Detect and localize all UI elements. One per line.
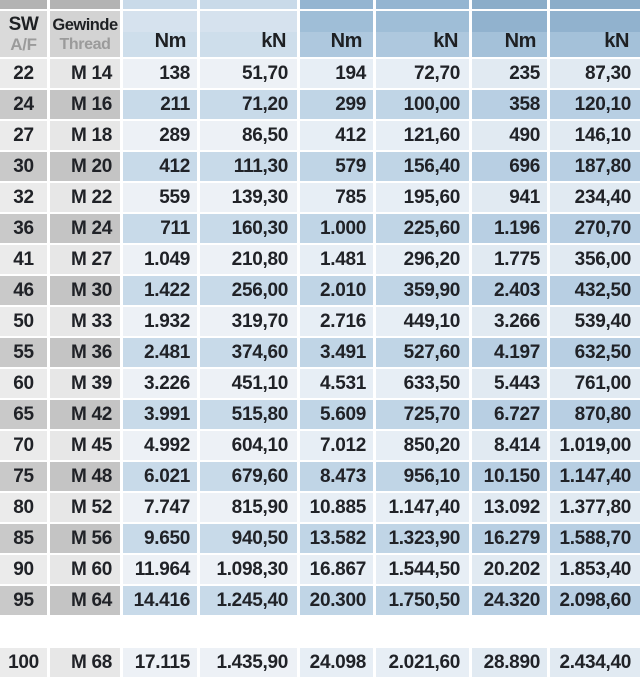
cell-kn-2: 1.323,90 (376, 524, 469, 553)
cell-nm-1: 7.747 (123, 493, 197, 522)
cell-kn-1: 1.098,30 (200, 555, 297, 584)
cell-kn-3: 632,50 (550, 338, 640, 367)
cell-kn-1: 86,50 (200, 121, 297, 150)
cell-kn-2: 225,60 (376, 214, 469, 243)
cell-nm-3: 20.202 (472, 555, 547, 584)
cell-thread: M 22 (50, 183, 120, 212)
cell-kn-1: 1.245,40 (200, 586, 297, 615)
cell-kn-3: 870,80 (550, 400, 640, 429)
cell-nm-2: 13.582 (300, 524, 373, 553)
cell-nm-1: 711 (123, 214, 197, 243)
cell-kn-3: 1.588,70 (550, 524, 640, 553)
cell-nm-2: 3.491 (300, 338, 373, 367)
cell-sw: 41 (0, 245, 47, 274)
cell-nm-2: 10.885 (300, 493, 373, 522)
cell-nm-3: 941 (472, 183, 547, 212)
cell-nm-1: 3.991 (123, 400, 197, 429)
cell-sw: 55 (0, 338, 47, 367)
cell-kn-2: 1.750,50 (376, 586, 469, 615)
cell-nm-3: 8.414 (472, 431, 547, 460)
cell-kn-3: 1.147,40 (550, 462, 640, 491)
cell-nm-2: 16.867 (300, 555, 373, 584)
af-label: A/F (10, 34, 37, 54)
cell-nm-3: 235 (472, 59, 547, 88)
cell-sw: 22 (0, 59, 47, 88)
cell-thread: M 36 (50, 338, 120, 367)
cell-thread: M 18 (50, 121, 120, 150)
column-strip-nm-1 (123, 0, 197, 9)
cell-kn-3: 1.853,40 (550, 555, 640, 584)
cell-nm-2: 1.000 (300, 214, 373, 243)
cell-nm-1: 1.049 (123, 245, 197, 274)
cell-sw: 100 (0, 648, 47, 677)
cell-thread: M 68 (50, 648, 120, 677)
cell-sw: 80 (0, 493, 47, 522)
cell-thread: M 48 (50, 462, 120, 491)
cell-nm-3: 5.443 (472, 369, 547, 398)
cell-kn-1: 160,30 (200, 214, 297, 243)
cell-nm-2: 8.473 (300, 462, 373, 491)
column-strip-thread (50, 0, 120, 9)
unit-header-nm-3: Nm (472, 11, 547, 57)
cell-kn-3: 1.377,80 (550, 493, 640, 522)
cell-kn-3: 356,00 (550, 245, 640, 274)
cell-sw: 30 (0, 152, 47, 181)
column-strip-sw (0, 0, 47, 9)
row-gap (300, 617, 373, 621)
cell-kn-3: 146,10 (550, 121, 640, 150)
cell-kn-2: 449,10 (376, 307, 469, 336)
cell-thread: M 64 (50, 586, 120, 615)
cell-nm-2: 579 (300, 152, 373, 181)
cell-nm-3: 1.196 (472, 214, 547, 243)
cell-kn-1: 604,10 (200, 431, 297, 460)
cell-sw: 90 (0, 555, 47, 584)
cell-kn-1: 71,20 (200, 90, 297, 119)
cell-kn-2: 1.544,50 (376, 555, 469, 584)
cell-thread: M 60 (50, 555, 120, 584)
cell-nm-3: 358 (472, 90, 547, 119)
cell-nm-1: 1.932 (123, 307, 197, 336)
unit-header-kn-2: kN (376, 11, 469, 57)
cell-nm-3: 4.197 (472, 338, 547, 367)
cell-thread: M 14 (50, 59, 120, 88)
cell-kn-1: 1.435,90 (200, 648, 297, 677)
cell-sw: 95 (0, 586, 47, 615)
unit-header-nm-1: Nm (123, 11, 197, 57)
unit-header-kn-1: kN (200, 11, 297, 57)
cell-sw: 60 (0, 369, 47, 398)
gewinde-label: Gewinde (52, 15, 118, 34)
cell-nm-2: 7.012 (300, 431, 373, 460)
cell-nm-1: 3.226 (123, 369, 197, 398)
cell-sw: 24 (0, 90, 47, 119)
cell-nm-1: 11.964 (123, 555, 197, 584)
cell-nm-3: 6.727 (472, 400, 547, 429)
row-gap (200, 617, 297, 621)
cell-kn-1: 111,30 (200, 152, 297, 181)
cell-nm-1: 2.481 (123, 338, 197, 367)
cell-sw: 85 (0, 524, 47, 553)
cell-kn-2: 2.021,60 (376, 648, 469, 677)
cell-kn-2: 725,70 (376, 400, 469, 429)
sw-af-header (0, 11, 47, 57)
cell-nm-3: 13.092 (472, 493, 547, 522)
cell-kn-3: 2.434,40 (550, 648, 640, 677)
cell-kn-1: 139,30 (200, 183, 297, 212)
cell-kn-2: 1.147,40 (376, 493, 469, 522)
cell-nm-3: 10.150 (472, 462, 547, 491)
cell-nm-2: 4.531 (300, 369, 373, 398)
cell-nm-2: 1.481 (300, 245, 373, 274)
cell-nm-3: 3.266 (472, 307, 547, 336)
cell-kn-2: 156,40 (376, 152, 469, 181)
cell-thread: M 45 (50, 431, 120, 460)
cell-kn-2: 359,90 (376, 276, 469, 305)
cell-sw: 46 (0, 276, 47, 305)
cell-thread: M 24 (50, 214, 120, 243)
cell-nm-1: 17.115 (123, 648, 197, 677)
cell-thread: M 27 (50, 245, 120, 274)
unit-header-kn-3: kN (550, 11, 640, 57)
cell-kn-2: 121,60 (376, 121, 469, 150)
cell-nm-3: 490 (472, 121, 547, 150)
cell-nm-3: 24.320 (472, 586, 547, 615)
cell-nm-1: 559 (123, 183, 197, 212)
cell-thread: M 16 (50, 90, 120, 119)
cell-kn-3: 270,70 (550, 214, 640, 243)
column-strip-nm-2 (300, 0, 373, 9)
cell-kn-1: 451,10 (200, 369, 297, 398)
cell-kn-3: 539,40 (550, 307, 640, 336)
cell-nm-1: 1.422 (123, 276, 197, 305)
cell-kn-3: 187,80 (550, 152, 640, 181)
cell-kn-3: 234,40 (550, 183, 640, 212)
column-strip-kn-3 (550, 0, 640, 9)
cell-kn-2: 100,00 (376, 90, 469, 119)
sw-label: SW (8, 13, 39, 35)
cell-kn-1: 319,70 (200, 307, 297, 336)
row-gap (376, 617, 469, 621)
cell-nm-1: 4.992 (123, 431, 197, 460)
cell-nm-1: 14.416 (123, 586, 197, 615)
cell-nm-2: 20.300 (300, 586, 373, 615)
column-strip-kn-2 (376, 0, 469, 9)
cell-thread: M 30 (50, 276, 120, 305)
cell-kn-1: 815,90 (200, 493, 297, 522)
cell-nm-2: 194 (300, 59, 373, 88)
cell-thread: M 20 (50, 152, 120, 181)
cell-sw: 32 (0, 183, 47, 212)
cell-kn-1: 256,00 (200, 276, 297, 305)
cell-kn-1: 940,50 (200, 524, 297, 553)
cell-thread: M 42 (50, 400, 120, 429)
row-gap (550, 617, 640, 621)
cell-thread: M 56 (50, 524, 120, 553)
cell-nm-2: 5.609 (300, 400, 373, 429)
cell-sw: 50 (0, 307, 47, 336)
cell-kn-1: 210,80 (200, 245, 297, 274)
cell-sw: 27 (0, 121, 47, 150)
cell-sw: 36 (0, 214, 47, 243)
cell-nm-1: 9.650 (123, 524, 197, 553)
column-strip-kn-1 (200, 0, 297, 9)
cell-kn-1: 374,60 (200, 338, 297, 367)
cell-nm-2: 2.010 (300, 276, 373, 305)
cell-nm-2: 412 (300, 121, 373, 150)
column-strip-nm-3 (472, 0, 547, 9)
cell-nm-3: 1.775 (472, 245, 547, 274)
cell-sw: 70 (0, 431, 47, 460)
cell-kn-1: 679,60 (200, 462, 297, 491)
row-gap (0, 617, 47, 621)
unit-header-nm-2: Nm (300, 11, 373, 57)
cell-nm-3: 28.890 (472, 648, 547, 677)
cell-kn-3: 87,30 (550, 59, 640, 88)
cell-sw: 75 (0, 462, 47, 491)
thread-label: Thread (59, 35, 111, 53)
cell-kn-2: 296,20 (376, 245, 469, 274)
cell-kn-3: 1.019,00 (550, 431, 640, 460)
cell-kn-2: 850,20 (376, 431, 469, 460)
cell-sw: 65 (0, 400, 47, 429)
cell-nm-2: 24.098 (300, 648, 373, 677)
cell-thread: M 33 (50, 307, 120, 336)
cell-kn-2: 527,60 (376, 338, 469, 367)
cell-nm-3: 696 (472, 152, 547, 181)
cell-nm-1: 289 (123, 121, 197, 150)
cell-nm-1: 138 (123, 59, 197, 88)
cell-thread: M 39 (50, 369, 120, 398)
row-gap (123, 617, 197, 621)
cell-nm-2: 2.716 (300, 307, 373, 336)
cell-nm-1: 6.021 (123, 462, 197, 491)
gewinde-thread-header (50, 11, 120, 57)
cell-kn-3: 120,10 (550, 90, 640, 119)
cell-nm-3: 16.279 (472, 524, 547, 553)
cell-kn-1: 515,80 (200, 400, 297, 429)
cell-thread: M 52 (50, 493, 120, 522)
cell-kn-2: 195,60 (376, 183, 469, 212)
cell-kn-1: 51,70 (200, 59, 297, 88)
cell-nm-2: 299 (300, 90, 373, 119)
row-gap (472, 617, 547, 621)
cell-nm-3: 2.403 (472, 276, 547, 305)
row-gap (50, 617, 120, 621)
cell-kn-3: 761,00 (550, 369, 640, 398)
cell-nm-1: 211 (123, 90, 197, 119)
cell-kn-2: 633,50 (376, 369, 469, 398)
cell-nm-1: 412 (123, 152, 197, 181)
cell-kn-2: 956,10 (376, 462, 469, 491)
cell-kn-2: 72,70 (376, 59, 469, 88)
cell-nm-2: 785 (300, 183, 373, 212)
cell-kn-3: 2.098,60 (550, 586, 640, 615)
cell-kn-3: 432,50 (550, 276, 640, 305)
